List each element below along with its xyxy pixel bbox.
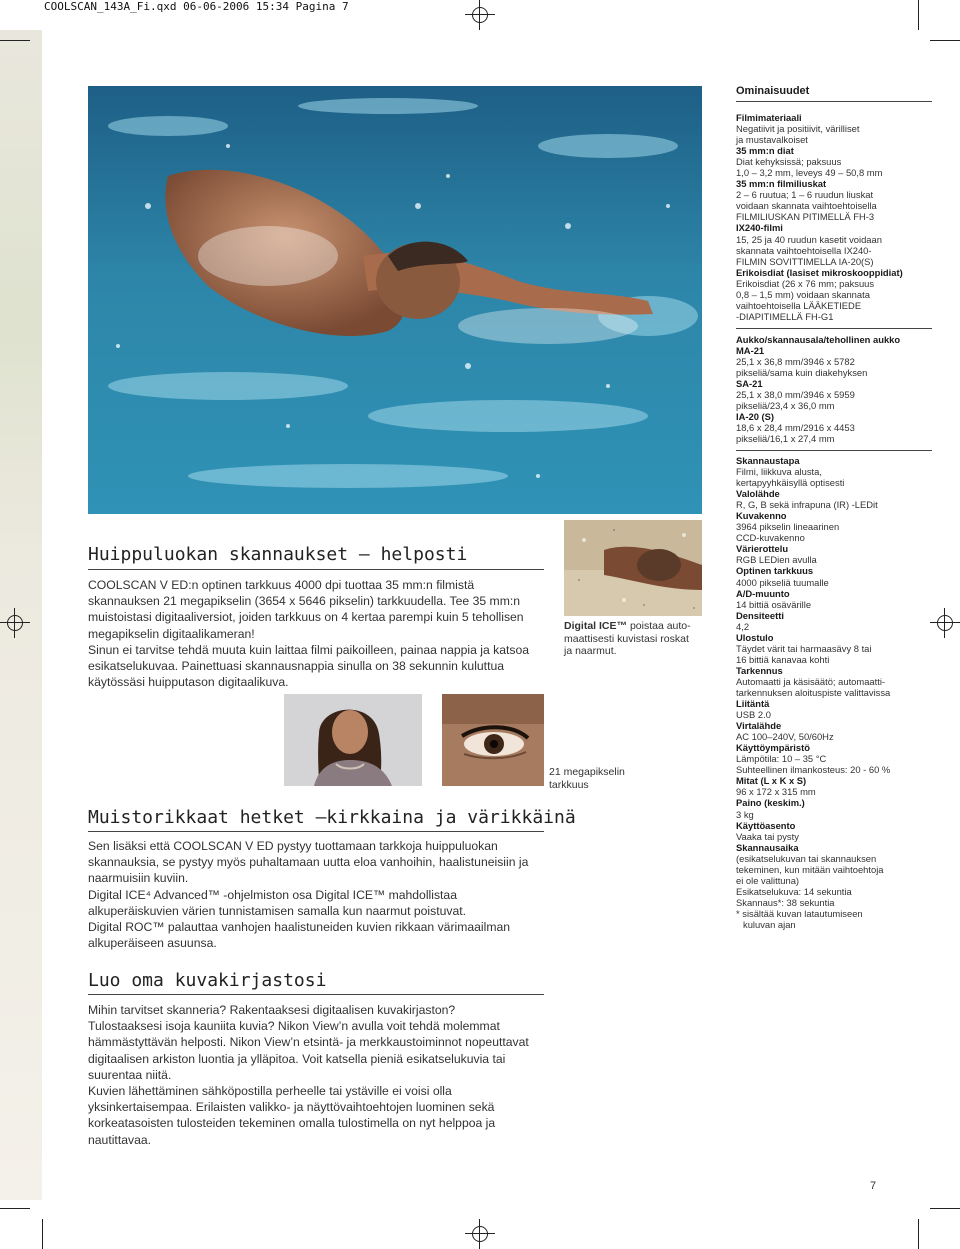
spec-label: Tarkennus	[736, 664, 783, 676]
spec-label: A/D-muunto	[736, 587, 790, 599]
spec-value: 0,8 – 1,5 mm) voidaan skannata	[736, 288, 870, 300]
caption-bold: Digital ICE™	[564, 620, 628, 632]
spec-value: Täydet värit tai harmaasävy 8 tai	[736, 642, 872, 654]
spec-value: skannata vaihtoehtoisella IX240-	[736, 244, 872, 256]
spec-value: vaihtoehtoisella LÄÄKETIEDE	[736, 299, 862, 311]
trim-mark	[918, 0, 919, 30]
trim-mark	[918, 1219, 919, 1249]
spec-label: SA-21	[736, 378, 763, 390]
spec-value: 16 bittiä kanavaa kohti	[736, 653, 830, 665]
specs-heading: Ominaisuudet	[736, 85, 810, 97]
specs-rule	[736, 328, 932, 329]
spec-value: 25,1 x 36,8 mm/3946 x 5782	[736, 356, 855, 368]
spec-value: ei ole valittuna)	[736, 874, 800, 886]
caption-line: 21 megapikselin	[549, 766, 625, 778]
trim-mark	[930, 40, 960, 41]
spec-label: Valolähde	[736, 488, 780, 500]
eye-closeup-photo	[442, 694, 544, 786]
paragraph: Digital ROC™ palauttaa vanhojen haalistuneiden kuvien rikkaan värimaailman alkuperäiseen asuunsa.	[88, 920, 511, 951]
section-title-scanning: Huippuluokan skannaukset — helposti	[88, 544, 468, 565]
paragraph: Sinun ei tarvitse tehdä muuta kuin laittaa filmi paikoilleen, painaa nappia ja katsoa esikatselukuvaa. Painettuasi skannausnappia sinulla on 38 sekunnin kuluttua käytössäsi huipputason digitaalikuva.	[88, 642, 530, 690]
spec-label: 35 mm:n diat	[736, 145, 794, 157]
trim-mark	[0, 1208, 30, 1209]
spec-value: FILMIN SOVITTIMELLA IA-20(S)	[736, 255, 874, 267]
spec-label: Kuvakenno	[736, 510, 787, 522]
spec-value: 18,6 x 28,4 mm/2916 x 4453	[736, 422, 855, 434]
spec-value: voidaan skannata vaihtoehtoisella	[736, 200, 877, 212]
spec-value: Skannaus*: 38 sekuntia	[736, 896, 835, 908]
spec-value: CCD-kuvakenno	[736, 532, 805, 544]
spec-label: Skannausaika	[736, 841, 799, 853]
spec-value: 4,2	[736, 620, 750, 632]
spec-value: -DIAPITIMELLÄ FH-G1	[736, 310, 834, 322]
spec-value: pikseliä/16,1 x 27,4 mm	[736, 433, 835, 445]
page-number: 7	[870, 1180, 877, 1192]
spec-value: ja mustavalkoiset	[736, 134, 808, 146]
spec-label: Käyttöasento	[736, 819, 796, 831]
caption-digital-ice	[564, 620, 699, 658]
spec-value: Esikatselukuva: 14 sekuntia	[736, 885, 852, 897]
caption-megapixel	[549, 766, 659, 791]
spec-label: Värierottelu	[736, 543, 789, 555]
section-rule	[88, 569, 544, 570]
specs-rule	[736, 450, 932, 451]
spec-value: Diat kehyksissä; paksuus	[736, 156, 842, 168]
spec-value: 2 – 6 ruutua; 1 – 6 ruudun liuskat	[736, 189, 874, 201]
paragraph: COOLSCAN V ED:n optinen tarkkuus 4000 dpi tuottaa 35 mm:n filmistä skannauksen 21 megapikselin (3654 x 5646 pikselin) tarkkuudella. Tee 35 mm:n muistoistasi digitaaliversiot, joiden tarkkuus on 4 kertaa parempi kuin 5 tehollisen megapikselin digitaalikameran!	[88, 578, 524, 641]
spec-label: Ulostulo	[736, 631, 774, 643]
spec-label: IA-20 (S)	[736, 411, 775, 423]
spec-label: Optinen tarkkuus	[736, 565, 814, 577]
spec-value: RGB LEDien avulla	[736, 554, 817, 566]
caption-line: tarkkuus	[549, 778, 589, 791]
spec-value: Filmi, liikkuva alusta,	[736, 466, 822, 478]
spec-value: 3964 pikselin lineaarinen	[736, 521, 840, 533]
paragraph: Digital ICE⁴ Advanced™ -ohjelmiston osa Digital ICE™ mahdollistaa alkuperäiskuvien värien tunnistamisen samalla kun naarmut poistuvat.	[88, 887, 467, 918]
spec-label: Käyttöympäristö	[736, 742, 810, 754]
spec-label: 35 mm:n filmiliuskat	[736, 178, 827, 190]
swimmer-photo	[88, 86, 702, 514]
spec-value: AC 100–240V, 50/60Hz	[736, 731, 834, 743]
spec-label: Paino (keskim.)	[736, 797, 805, 809]
section-title-memories: Muistorikkaat hetket —kirkkaina ja värikkäinä	[88, 807, 576, 828]
trim-mark	[42, 1219, 43, 1249]
spec-value: R, G, B sekä infrapuna (IR) -LEDit	[736, 499, 878, 511]
spec-value: pikseliä/23,4 x 36,0 mm	[736, 400, 835, 412]
specs-rule	[736, 101, 932, 102]
spec-value: 15, 25 ja 40 ruudun kasetit voidaan	[736, 233, 882, 245]
spec-value: 4000 pikseliä tuumalle	[736, 576, 829, 588]
spec-value: kuluvan ajan	[743, 918, 796, 930]
specs-block-materials	[736, 112, 936, 322]
spec-label: Densiteetti	[736, 609, 784, 621]
spec-value: 14 bittiä osävärille	[736, 598, 812, 610]
spec-value: Negatiivit ja positiivit, värilliset	[736, 123, 860, 135]
swimmer-detail-photo	[564, 520, 702, 616]
paragraph: Mihin tarvitset skanneria? Rakentaaksesi digitaalisen kuvakirjaston?	[88, 1003, 456, 1017]
spec-label: Aukko/skannausala/tehollinen aukko	[736, 334, 901, 345]
spec-value: Erikoisdiat (26 x 76 mm; paksuus	[736, 277, 875, 289]
spec-value: FILMILIUSKAN PITIMELLÄ FH-3	[736, 211, 875, 223]
spec-value: Automaatti ja käsisäätö; automaatti-	[736, 675, 886, 687]
spec-value: tarkennuksen aloituspiste valittavissa	[736, 686, 891, 698]
spec-value: Lämpötila: 10 – 35 °C	[736, 753, 827, 765]
spec-label: Erikoisdiat (lasiset mikroskooppidiat)	[736, 266, 903, 278]
spec-value: Suhteellinen ilmankosteus: 20 - 60 %	[736, 764, 891, 776]
spec-label: Filmimateriaali	[736, 112, 802, 123]
file-header-text: COOLSCAN_143A_Fi.qxd 06-06-2006 15:34 Pagina 7	[44, 0, 349, 13]
specs-block-aperture	[736, 334, 936, 444]
registration-mark-top	[465, 0, 495, 30]
spec-value: pikseliä/sama kuin diakehyksen	[736, 367, 868, 379]
spec-label: MA-21	[736, 345, 765, 357]
specs-block-technical	[736, 455, 936, 930]
spec-value: 96 x 172 x 315 mm	[736, 786, 816, 798]
portrait-photo	[284, 694, 422, 786]
spec-value: 3 kg	[736, 808, 754, 820]
spec-value: 1,0 – 3,2 mm, leveys 49 – 50,8 mm	[736, 167, 883, 179]
trim-mark	[930, 1208, 960, 1209]
spec-value: (esikatselukuvan tai skannauksen	[736, 852, 877, 864]
spec-label: Liitäntä	[736, 698, 770, 710]
spec-value: kertapyyhkäisyllä optisesti	[736, 477, 845, 489]
spec-label: Virtalähde	[736, 720, 782, 732]
paragraph: Sen lisäksi että COOLSCAN V ED pystyy tuottamaan tarkkoja huippuluokan skannauksia, se pystyy myös puhaltamaan uutta eloa vanhoihin, haalistuneisiin ja naarmuisiin kuviin.	[88, 839, 529, 886]
section-rule	[88, 994, 544, 995]
spec-value: * sisältää kuvan latautumiseen	[736, 907, 863, 919]
spec-label: Mitat (L x K x S)	[736, 775, 807, 787]
paragraph: Kuvien lähettäminen sähköpostilla perheelle tai ystäville ei voisi olla yksinkertaisempaa. Erilaisten valikko- ja näyttövaihtoehtojen luominen sekä korkeatasoisten tulosteiden tekeminen omalla tulostimella on nyt helppoa ja nautittavaa.	[88, 1084, 496, 1147]
spec-value: 25,1 x 38,0 mm/3946 x 5959	[736, 389, 855, 401]
section-body-scanning	[88, 577, 546, 690]
section-title-library: Luo oma kuvakirjastosi	[88, 970, 327, 991]
registration-mark-bottom	[465, 1219, 495, 1249]
spec-value: USB 2.0	[736, 709, 771, 721]
paragraph: Tulostaaksesi isoja kauniita kuvia? Nikon View’n avulla voit tehdä molemmat hämmästyttävän helposti. Nikon View’n etsintä- ja merkkaustoiminnot nopeuttavat digitaalisen arkiston luontia ja ylläpitoa. Voit katsella pieniä esikatselukuvia tai suurentaa niitä.	[88, 1019, 529, 1082]
registration-mark-left	[0, 608, 30, 638]
spec-label: IX240-filmi	[736, 222, 783, 234]
trim-mark	[0, 40, 30, 41]
spec-label: Skannaustapa	[736, 455, 800, 466]
spec-value: tekeminen, kun mitään vaihtoehtoja	[736, 863, 884, 875]
spec-value: Vaaka tai pysty	[736, 830, 799, 842]
section-rule	[88, 831, 544, 832]
section-body-memories	[88, 838, 546, 951]
caption-text: poistaa auto-maattisesti kuvistasi roskat ja naarmut.	[564, 620, 691, 657]
section-body-library	[88, 1002, 546, 1148]
